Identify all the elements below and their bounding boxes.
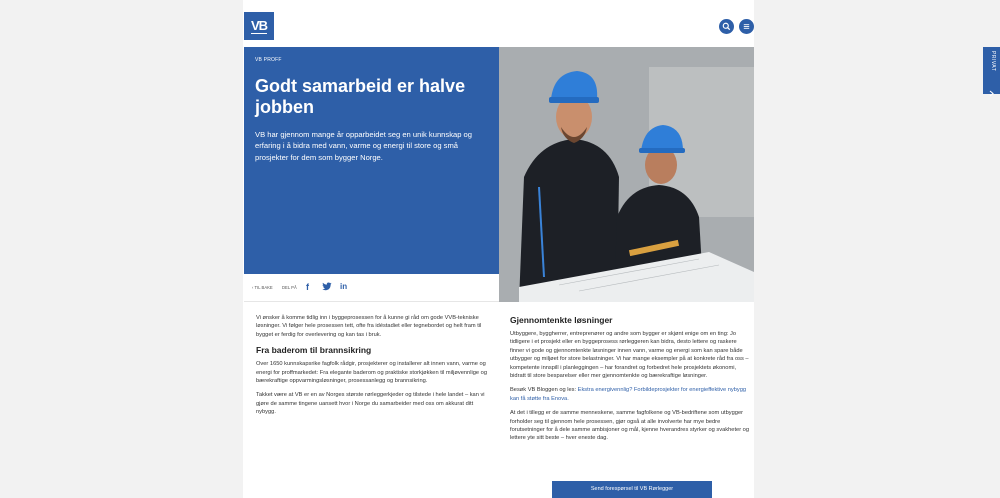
back-link[interactable]: ‹ TIL BAKE [252, 285, 273, 290]
hero-eyebrow: VB PROFF [255, 57, 282, 63]
blog-prefix: Besøk VB Bloggen og les: [510, 387, 578, 394]
hero-intro: VB har gjennom mange år opparbeidet seg en unik kunnskap og erfaring i å bidra med vann, varme og energi til store og små prosjekter for dem som bygger Norge. [255, 130, 472, 162]
page-title: Godt samarbeid er halve jobben [255, 76, 466, 117]
left-paragraph-3: Takket være at VB er en av Norges største rørleggerkjeder og tilstede i hele landet – kan vi gjøre de samme tingene uansett hvor i Norge du samarbeider med oss om akkurat ditt nybygg. [256, 392, 485, 416]
right-paragraph-3: At det i tillegg er de samme menneskene, samme fagfolkene og VB-bedriftene som utbygger forholder seg til gjennom hele prosessen, gjør også at alle involverte har mye bedre forutsetninger for å dele samme ambisjoner og mål, kjenne hverandres styrker og svakheter og lettere yte sitt beste – hver eneste dag. [510, 410, 749, 442]
linkedin-icon[interactable]: in [340, 282, 348, 291]
left-paragraph-2: Over 1650 kunnskapsrike fagfolk rådgir, prosjekterer og installerer alt innen vann, varme og energi for proffmarkedet: Fra elegante baderom og praktiske storkjøkken til miljøvennlige og bærekraftige oppvarmingsløsninger, prosessanlegg og brannsikring. [256, 361, 487, 385]
chevron-right-icon [988, 84, 995, 102]
left-column [256, 314, 493, 423]
right-column [510, 314, 750, 449]
hamburger-menu-icon[interactable] [739, 19, 754, 34]
blog-link[interactable]: Ekstra energivennlig? Forbildeprosjekter for energieffektive nybygg kan få støtte fra Enova. [510, 387, 747, 402]
side-tab-label: PRIVAT [990, 51, 996, 72]
right-paragraph-1: Utbyggere, byggherrer, entreprenører og andre som bygger er skjønt enige om en ting: Jo tidligere i et prosjekt eller en byggeprosess rørleggeren kan bidra, desto lettere og raskere finner vi gode og gjennomtenkte løsninger innen vann, varme og energi som kan spare både utbygger og miljøet for store belastninger. Vi har mange eksempler på at konkrete råd fra oss – kompetente innspill i planleggingen – har forandret og forbedret hele prosjektets økonomi, bidratt til store besparelser eller mer gjennomtenkte og bærekraftige løsninger. [510, 331, 749, 380]
twitter-icon[interactable] [322, 282, 332, 292]
right-paragraph-2 [510, 386, 750, 403]
hero-image [499, 47, 754, 302]
vb-logo[interactable]: VB [244, 12, 274, 40]
share-label: DEL PÅ [282, 285, 297, 290]
left-heading: Fra baderom til brannsikring [256, 345, 372, 356]
share-bar [244, 274, 499, 302]
search-icon[interactable] [719, 19, 734, 34]
left-paragraph-1: Vi ønsker å komme tidlig inn i byggeprosessen for å kunne gi råd om gode VVB-tekniske løsninger. Vi følger hele prosessen tett, ofte fra idéstadiet eller tegnebordet og helt fram til bygget er ferdig for overlevering og kan tas i bruk. [256, 315, 482, 338]
page-container [243, 0, 754, 498]
side-tab-privat[interactable] [983, 47, 1000, 94]
right-heading: Gjennomtenkte løsninger [510, 315, 613, 325]
hero-panel [244, 47, 499, 274]
facebook-icon[interactable]: f [306, 282, 309, 292]
send-request-button[interactable]: Send forespørsel til VB Rørlegger [552, 481, 712, 498]
